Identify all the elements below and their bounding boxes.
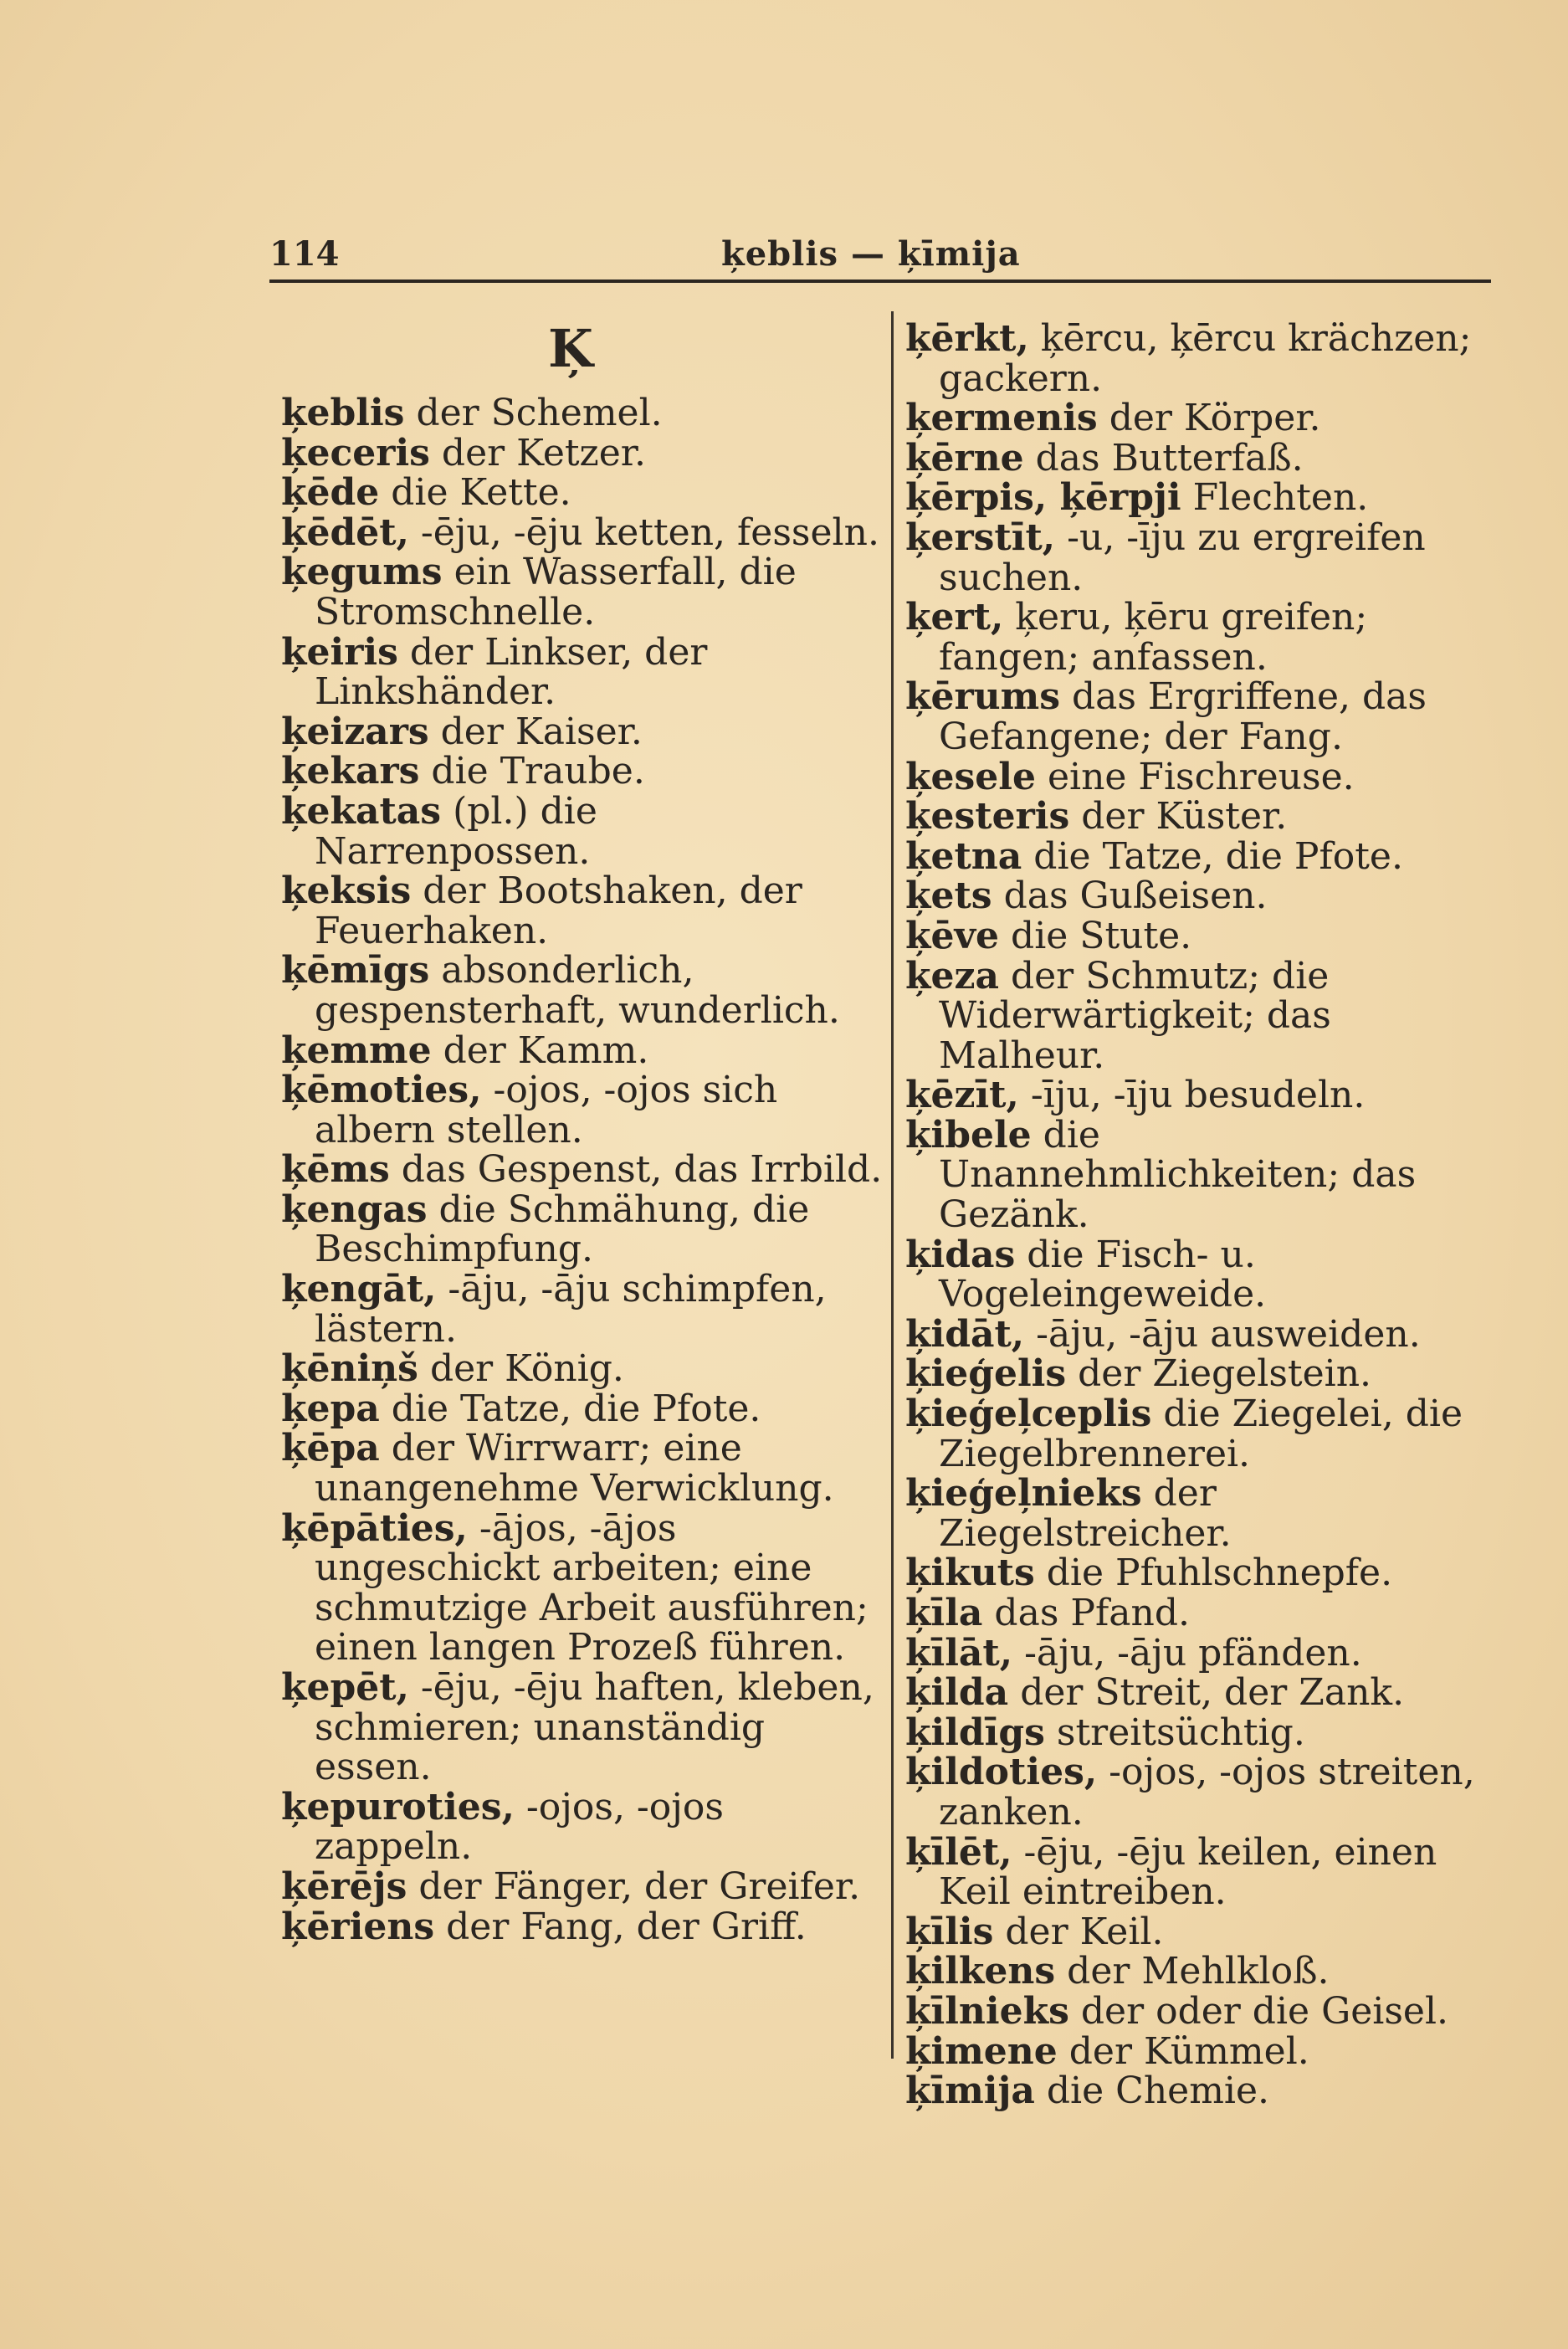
entry-definition: -īju, -īju besudeln. (1018, 1074, 1366, 1117)
entry-definition: -āju, -āju pfänden. (1012, 1631, 1362, 1675)
entry-headword: ķeza (905, 954, 999, 998)
dictionary-entry (281, 1907, 884, 1947)
dictionary-entry (905, 916, 1508, 957)
entry-headword: ķidas (905, 1233, 1016, 1276)
entry-headword: ķīmija (905, 2069, 1035, 2113)
entry-definition: ein Wasserfall, die Stromschnelle. (315, 551, 797, 633)
entry-headword: ķieģeļceplis (905, 1392, 1152, 1436)
entry-headword: ķērne (905, 436, 1024, 480)
entry-definition: der Schemel. (404, 392, 663, 434)
entry-definition: das Gespenst, das Irrbild. (389, 1148, 883, 1192)
dictionary-entry (281, 1668, 884, 1787)
dictionary-entry (281, 1506, 884, 1669)
entry-definition: der König. (418, 1347, 624, 1391)
dictionary-entry (281, 1028, 884, 1072)
dictionary-entry (281, 510, 884, 554)
entry-definition: -ājos, -ājos ungeschickt arbeiten; eine schmutzige Arbeit ausführen; einen langen Prozeß führen. (315, 1506, 869, 1669)
entry-definition: eine Fischreuse. (1035, 755, 1355, 798)
dictionary-entry (281, 789, 884, 873)
dictionary-entry (905, 1553, 1508, 1593)
dictionary-entry (281, 1150, 884, 1190)
dictionary-entry (905, 1312, 1508, 1356)
dictionary-entry (905, 515, 1508, 599)
entry-definition: ķeru, ķēru greifen; fangen; anfassen. (939, 596, 1368, 679)
dictionary-entry (281, 1070, 884, 1150)
entry-definition: ķērcu, ķērcu krächzen; gackern. (939, 317, 1472, 400)
entry-headword: ķepuroties, (281, 1785, 515, 1828)
entry-headword: ķekars (281, 750, 420, 793)
entry-definition: die Chemie. (1034, 2069, 1270, 2113)
dictionary-entry (905, 1673, 1508, 1713)
entry-definition: der oder die Geisel. (1068, 1989, 1449, 2033)
entry-headword: ķimene (905, 2029, 1058, 2073)
entry-definition: -ēju, -ēju haften, kleben, schmieren; unanständig essen. (315, 1666, 874, 1789)
entry-headword: ķepēt, (281, 1666, 409, 1709)
dictionary-entry (905, 478, 1508, 518)
dictionary-entry (281, 1428, 884, 1508)
dictionary-entry (905, 398, 1508, 439)
entry-headword: ķēniņš (281, 1347, 418, 1391)
entry-definition: die Kette. (379, 471, 571, 515)
dictionary-entry (281, 473, 884, 513)
entry-definition: der Kaiser. (428, 710, 643, 753)
entry-definition: das Pfand. (982, 1592, 1191, 1634)
dictionary-entry (905, 1752, 1508, 1832)
entry-definition: (pl.) die Narrenpossen. (315, 789, 597, 873)
entry-definition: der Streit, der Zank. (1008, 1671, 1405, 1715)
entry-definition: streitsüchtig. (1044, 1710, 1305, 1754)
entry-headword: ķēde (281, 471, 380, 515)
dictionary-entry (281, 393, 884, 433)
entry-headword: ķildoties, (905, 1751, 1098, 1794)
entry-headword: ķildīgs (905, 1710, 1045, 1754)
dictionary-entry (281, 1787, 884, 1867)
dictionary-entry (905, 2029, 1508, 2073)
page-header (269, 234, 1491, 285)
entry-definition: die Schmähung, die Beschimpfung. (315, 1187, 810, 1271)
entry-headword: ķērējs (281, 1864, 407, 1908)
entry-headword: ķeksis (281, 869, 412, 913)
dictionary-entry (905, 1912, 1508, 1952)
dictionary-entry (281, 1349, 884, 1389)
entry-definition: der Linkser, der Linkshänder. (315, 630, 708, 714)
entry-definition: -ojos, -ojos zappeln. (315, 1785, 724, 1869)
dictionary-entry (905, 1235, 1508, 1315)
dictionary-entry (281, 1864, 884, 1908)
dictionary-entry (281, 552, 884, 632)
entry-headword: ķērums (905, 675, 1060, 719)
entry-headword: ķidāt, (905, 1312, 1025, 1356)
entry-definition: der Wirrwarr; eine unangenehme Verwicklung. (315, 1427, 834, 1510)
entry-headword: ķieģelis (905, 1352, 1067, 1396)
entry-definition: das Butterfaß. (1023, 436, 1304, 480)
entry-definition: die Pfuhlschnepfe. (1034, 1551, 1393, 1595)
page-number: 114 (269, 234, 340, 274)
entry-definition: der Kamm. (431, 1028, 649, 1072)
entry-headword: ķikuts (905, 1551, 1035, 1595)
dictionary-entry (905, 598, 1508, 677)
entry-definition: absonderlich, gespensterhaft, wunderlich. (315, 949, 840, 1032)
entry-headword: ķīla (905, 1592, 983, 1634)
entry-headword: ķēms (281, 1148, 390, 1192)
entry-definition: die Tatze, die Pfote. (1022, 834, 1403, 878)
entry-headword: ķermenis (905, 397, 1098, 440)
dictionary-entry (905, 1710, 1508, 1754)
dictionary-entry (281, 951, 884, 1030)
entry-headword: ķērpis, ķērpji (905, 476, 1181, 520)
entry-definition: die Unannehmlichkeiten; das Gezänk. (939, 1113, 1417, 1237)
entry-headword: ķilda (905, 1671, 1009, 1715)
entry-headword: ķengas (281, 1187, 428, 1231)
entry-headword: ķesele (905, 755, 1036, 798)
entry-headword: ķemme (281, 1028, 432, 1072)
entry-headword: ķilkens (905, 1950, 1056, 1993)
dictionary-entry (905, 797, 1508, 837)
dictionary-entry (905, 1394, 1508, 1474)
entry-definition: das Ergriffene, das Gefangene; der Fang. (939, 675, 1427, 758)
dictionary-entry (905, 834, 1508, 878)
dictionary-entry (905, 2071, 1508, 2111)
entry-definition: die Stute. (999, 914, 1192, 957)
entry-definition: -ēju, -ēju ketten, fesseln. (408, 510, 879, 554)
dictionary-entry (281, 1389, 884, 1429)
dictionary-entry (905, 1474, 1508, 1553)
dictionary-entry (905, 1989, 1508, 2033)
entry-headword: ķīlēt, (905, 1830, 1012, 1874)
entry-definition: der Ziegelstreicher. (939, 1472, 1232, 1555)
entry-definition: der Fänger, der Greifer. (407, 1864, 861, 1908)
running-head: ķeblis — ķīmija (721, 234, 1021, 274)
entry-definition: die Tatze, die Pfote. (379, 1387, 761, 1430)
entry-definition: der Keil. (993, 1910, 1164, 1953)
dictionary-entry (281, 712, 884, 752)
entry-headword: ķeiris (281, 630, 398, 674)
dictionary-entry (281, 630, 884, 714)
entry-definition: -ojos, -ojos sich albern stellen. (315, 1069, 778, 1151)
entry-headword: ķīlnieks (905, 1989, 1069, 2033)
entry-definition: das Gußeisen. (992, 874, 1268, 918)
entry-headword: ķets (905, 874, 992, 918)
entry-headword: ķīlāt, (905, 1631, 1013, 1675)
dictionary-entry (905, 677, 1508, 757)
entry-definition: die Traube. (419, 750, 645, 793)
entry-definition: der Bootshaken, der Feuerhaken. (315, 869, 802, 952)
entry-headword: ķieģeļnieks (905, 1472, 1142, 1516)
entry-definition: der Schmutz; die Widerwärtigkeit; das Malheur. (939, 954, 1331, 1077)
dictionary-entry (281, 433, 884, 474)
entry-headword: ķēve (905, 914, 1000, 957)
entry-definition: der Küster. (1069, 795, 1288, 839)
entry-headword: ķēpa (281, 1427, 380, 1470)
dictionary-entry (905, 1354, 1508, 1394)
entry-headword: ķēzīt, (905, 1074, 1019, 1117)
entry-definition: der Ziegelstein. (1066, 1352, 1372, 1396)
dictionary-entry (905, 1952, 1508, 1992)
dictionary-entry (281, 1187, 884, 1271)
entry-headword: ķēmoties, (281, 1069, 482, 1112)
entry-headword: ķēpāties, (281, 1506, 468, 1550)
entry-headword: ķeizars (281, 710, 429, 753)
entry-definition: -āju, -āju schimpfen, lästern. (315, 1268, 827, 1351)
column-divider (891, 311, 894, 2059)
entry-definition: der Mehlkloß. (1055, 1950, 1330, 1993)
dictionary-entry (281, 1269, 884, 1349)
entry-headword: ķērkt, (905, 317, 1029, 360)
entry-headword: ķert, (905, 596, 1004, 639)
entry-definition: der Ketzer. (429, 431, 646, 474)
dictionary-entry (905, 319, 1508, 398)
dictionary-entry (905, 757, 1508, 798)
dictionary-entry (905, 876, 1508, 916)
header-rule (269, 280, 1491, 283)
left-column (281, 393, 884, 1946)
entry-headword: ķēriens (281, 1905, 435, 1948)
dictionary-entry (905, 1593, 1508, 1634)
entry-headword: ķēdēt, (281, 510, 409, 554)
entry-headword: ķesteris (905, 795, 1070, 839)
entry-headword: ķibele (905, 1113, 1032, 1157)
entry-definition: der Körper. (1097, 397, 1321, 440)
entry-headword: ķīlis (905, 1910, 994, 1953)
entry-headword: ķēmīgs (281, 949, 430, 992)
section-letter: Ķ (548, 318, 593, 379)
entry-definition: -u, -īju zu ergreifen suchen. (939, 515, 1426, 599)
entry-definition: -ēju, -ēju keilen, einen Keil eintreiben. (939, 1830, 1437, 1914)
dictionary-entry (905, 436, 1508, 480)
right-column (905, 319, 1508, 2111)
entry-headword: ķekatas (281, 789, 442, 833)
entry-definition: der Fang, der Griff. (434, 1905, 807, 1948)
dictionary-entry (905, 1631, 1508, 1675)
dictionary-entry (281, 751, 884, 792)
entry-headword: ķepa (281, 1387, 380, 1430)
entry-headword: ķeblis (281, 392, 405, 434)
entry-definition: die Fisch- u. Vogeleingeweide. (939, 1233, 1267, 1316)
entry-definition: Flechten. (1181, 476, 1369, 520)
entry-headword: ķegums (281, 551, 443, 594)
entry-headword: ķengāt, (281, 1268, 437, 1311)
dictionary-entry (281, 871, 884, 951)
entry-headword: ķetna (905, 834, 1022, 878)
dictionary-entry (905, 1075, 1508, 1116)
entry-definition: der Kümmel. (1057, 2029, 1309, 2073)
entry-headword: ķerstīt, (905, 515, 1056, 559)
dictionary-entry (905, 954, 1508, 1077)
entry-definition: -āju, -āju ausweiden. (1024, 1312, 1421, 1356)
entry-definition: die Ziegelei, die Ziegelbrennerei. (939, 1392, 1463, 1475)
entry-headword: ķeceris (281, 431, 430, 474)
dictionary-entry (905, 1113, 1508, 1237)
dictionary-entry (905, 1830, 1508, 1914)
entry-definition: -ojos, -ojos streiten, zanken. (939, 1751, 1475, 1834)
